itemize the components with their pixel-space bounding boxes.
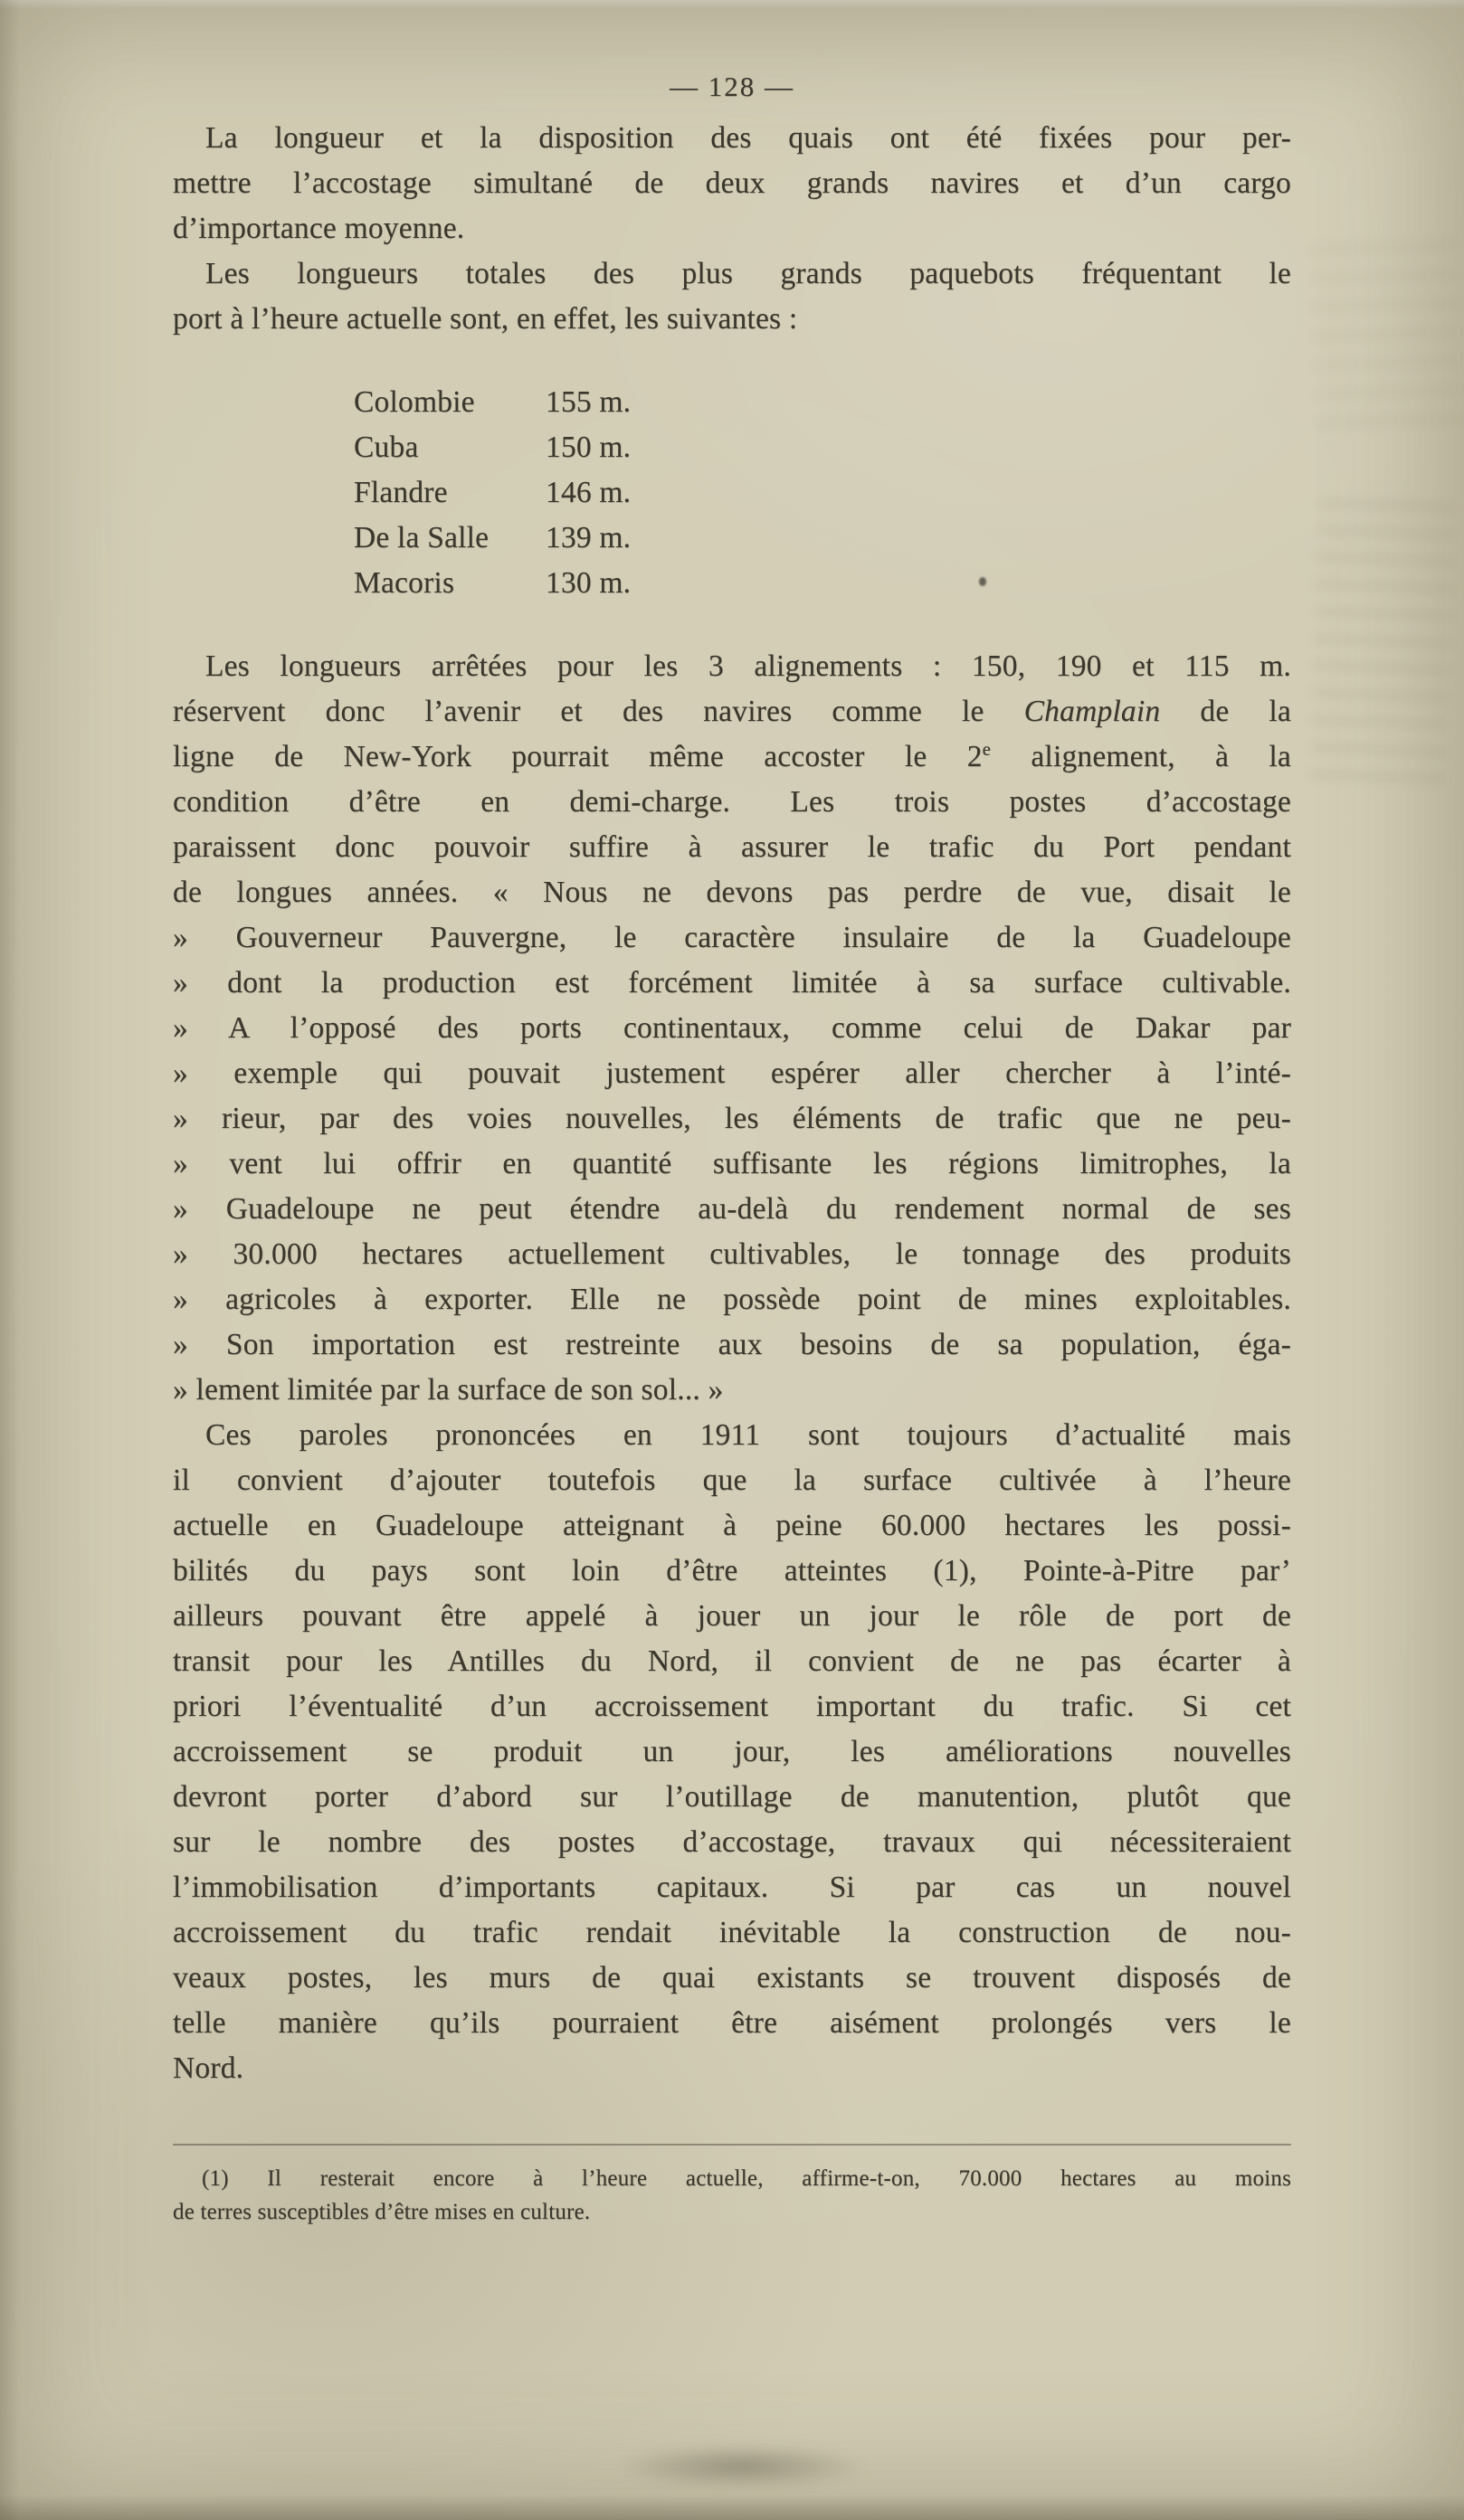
text-line: telle manière qu’ils pourraient être aisément prolongés vers le (173, 2006, 1291, 2040)
scan-bottom-edge (0, 2495, 1464, 2520)
ordinal-superscript: e (982, 738, 992, 760)
text-line (173, 689, 1291, 734)
footnote-line: (1) Il resterait encore à l’heure actuelle, affirme-t-on, 70.000 hectares au moins (202, 2166, 1291, 2191)
text-line: paraissent donc pouvoir suffire à assurer le trafic du Port pendant (173, 830, 1291, 864)
text-line: priori l’éventualité d’un accroissement important du trafic. Si cet (173, 1690, 1291, 1723)
text-line: l’immobilisation d’importants capitaux. Si par cas un nouvel (173, 1871, 1291, 1904)
text-line: transit pour les Antilles du Nord, il convient de ne pas écarter à (173, 1644, 1291, 1678)
ship-length: 155 m. (546, 385, 632, 419)
scan-left-edge (0, 0, 20, 2520)
ship-name: Cuba (354, 431, 419, 464)
scan-top-edge (0, 0, 1464, 9)
text-line: » vent lui offrir en quantité suffisante les régions limitrophes, la (173, 1147, 1291, 1180)
ship-name: De la Salle (354, 521, 490, 554)
paragraph-2 (173, 251, 1291, 342)
text-line: accroissement du trafic rendait inévitable la construction de nou- (173, 1916, 1291, 1949)
text-line: actuelle en Guadeloupe atteignant à peine 60.000 hectares les possi- (173, 1509, 1291, 1542)
text-line: ailleurs pouvant être appelé à jouer un jour le rôle de port de (173, 1599, 1291, 1633)
text-line: bilités du pays sont loin d’être atteintes (1), Pointe-à-Pitre par’ (173, 1554, 1291, 1587)
text-line: mettre l’accostage simultané de deux grands navires et d’un cargo (173, 166, 1291, 200)
ship-lengths-table (354, 380, 1291, 606)
table-row (354, 470, 1291, 516)
scan-smudge (615, 2444, 869, 2489)
text-line: Nord. (173, 2051, 244, 2085)
table-row (354, 561, 1291, 606)
paragraph-4 (173, 1413, 1291, 2091)
text-line (173, 734, 1291, 780)
text-line: de longues années. « Nous ne devons pas perdre de vue, disait le (173, 876, 1291, 909)
text-segment: de la (1160, 695, 1291, 728)
ship-length: 130 m. (546, 566, 632, 600)
footnote-separator-rule (173, 2144, 1291, 2146)
paragraph-1 (173, 116, 1291, 251)
text-segment: ligne de New-York pourrait même accoster le 2 (173, 740, 983, 773)
text-line: d’importance moyenne. (173, 212, 465, 245)
paragraph-3 (173, 644, 1291, 1413)
text-segment: alignement, à la (991, 740, 1291, 773)
text-line: » dont la production est forcément limitée à sa surface cultivable. (173, 966, 1291, 999)
text-line: Les longueurs arrêtées pour les 3 alignements : 150, 190 et 115 m. (205, 649, 1291, 683)
ship-name-italic: Champlain (1023, 695, 1161, 728)
text-line: il convient d’ajouter toutefois que la surface cultivée à l’heure (173, 1464, 1291, 1497)
text-line: » Guadeloupe ne peut étendre au-delà du rendement normal de ses (173, 1192, 1291, 1226)
footnote-line: de terres susceptibles d’être mises en culture. (173, 2200, 591, 2224)
table-row (354, 425, 1291, 470)
ink-bleed-artifact (1308, 499, 1454, 802)
text-line: La longueur et la disposition des quais ont été fixées pour per- (205, 121, 1291, 155)
page-body (173, 116, 1291, 2229)
text-line: condition d’être en demi-charge. Les trois postes d’accostage (173, 785, 1291, 819)
text-line: » exemple qui pouvait justement espérer aller chercher à l’inté- (173, 1056, 1291, 1090)
footnote (173, 2144, 1291, 2229)
text-segment: réservent donc l’avenir et des navires comme le (173, 695, 1024, 728)
text-line: » lement limitée par la surface de son sol... » (173, 1373, 724, 1407)
text-line: » Son importation est restreinte aux besoins de sa population, éga- (173, 1328, 1291, 1361)
ship-name: Macoris (354, 566, 455, 600)
ink-bleed-artifact (1311, 242, 1462, 427)
text-line: Les longueurs totales des plus grands paquebots fréquentant le (205, 257, 1291, 290)
text-line: » A l’opposé des ports continentaux, comme celui de Dakar par (173, 1011, 1291, 1045)
ship-name: Flandre (354, 476, 448, 509)
ship-length: 150 m. (546, 431, 632, 464)
ship-name: Colombie (354, 385, 475, 419)
table-row (354, 516, 1291, 561)
table-row (354, 380, 1291, 425)
text-line: veaux postes, les murs de quai existants se trouvent disposés de (173, 1961, 1291, 1994)
text-line: » 30.000 hectares actuellement cultivables, le tonnage des produits (173, 1237, 1291, 1271)
ship-length: 146 m. (546, 476, 632, 509)
text-line: Ces paroles prononcées en 1911 sont toujours d’actualité mais (205, 1418, 1291, 1452)
ship-length: 139 m. (546, 521, 632, 554)
text-line: » Gouverneur Pauvergne, le caractère insulaire de la Guadeloupe (173, 921, 1291, 954)
text-line: accroissement se produit un jour, les améliorations nouvelles (173, 1735, 1291, 1768)
text-line: » agricoles à exporter. Elle ne possède point de mines exploitables. (173, 1283, 1291, 1316)
text-line: » rieur, par des voies nouvelles, les éléments de trafic que ne peu- (173, 1102, 1291, 1135)
page-number: — 128 — (670, 71, 794, 102)
text-line: sur le nombre des postes d’accostage, travaux qui nécessiteraient (173, 1825, 1291, 1859)
text-line: port à l’heure actuelle sont, en effet, les suivantes : (173, 302, 798, 336)
text-line: devront porter d’abord sur l’outillage de manutention, plutôt que (173, 1780, 1291, 1814)
